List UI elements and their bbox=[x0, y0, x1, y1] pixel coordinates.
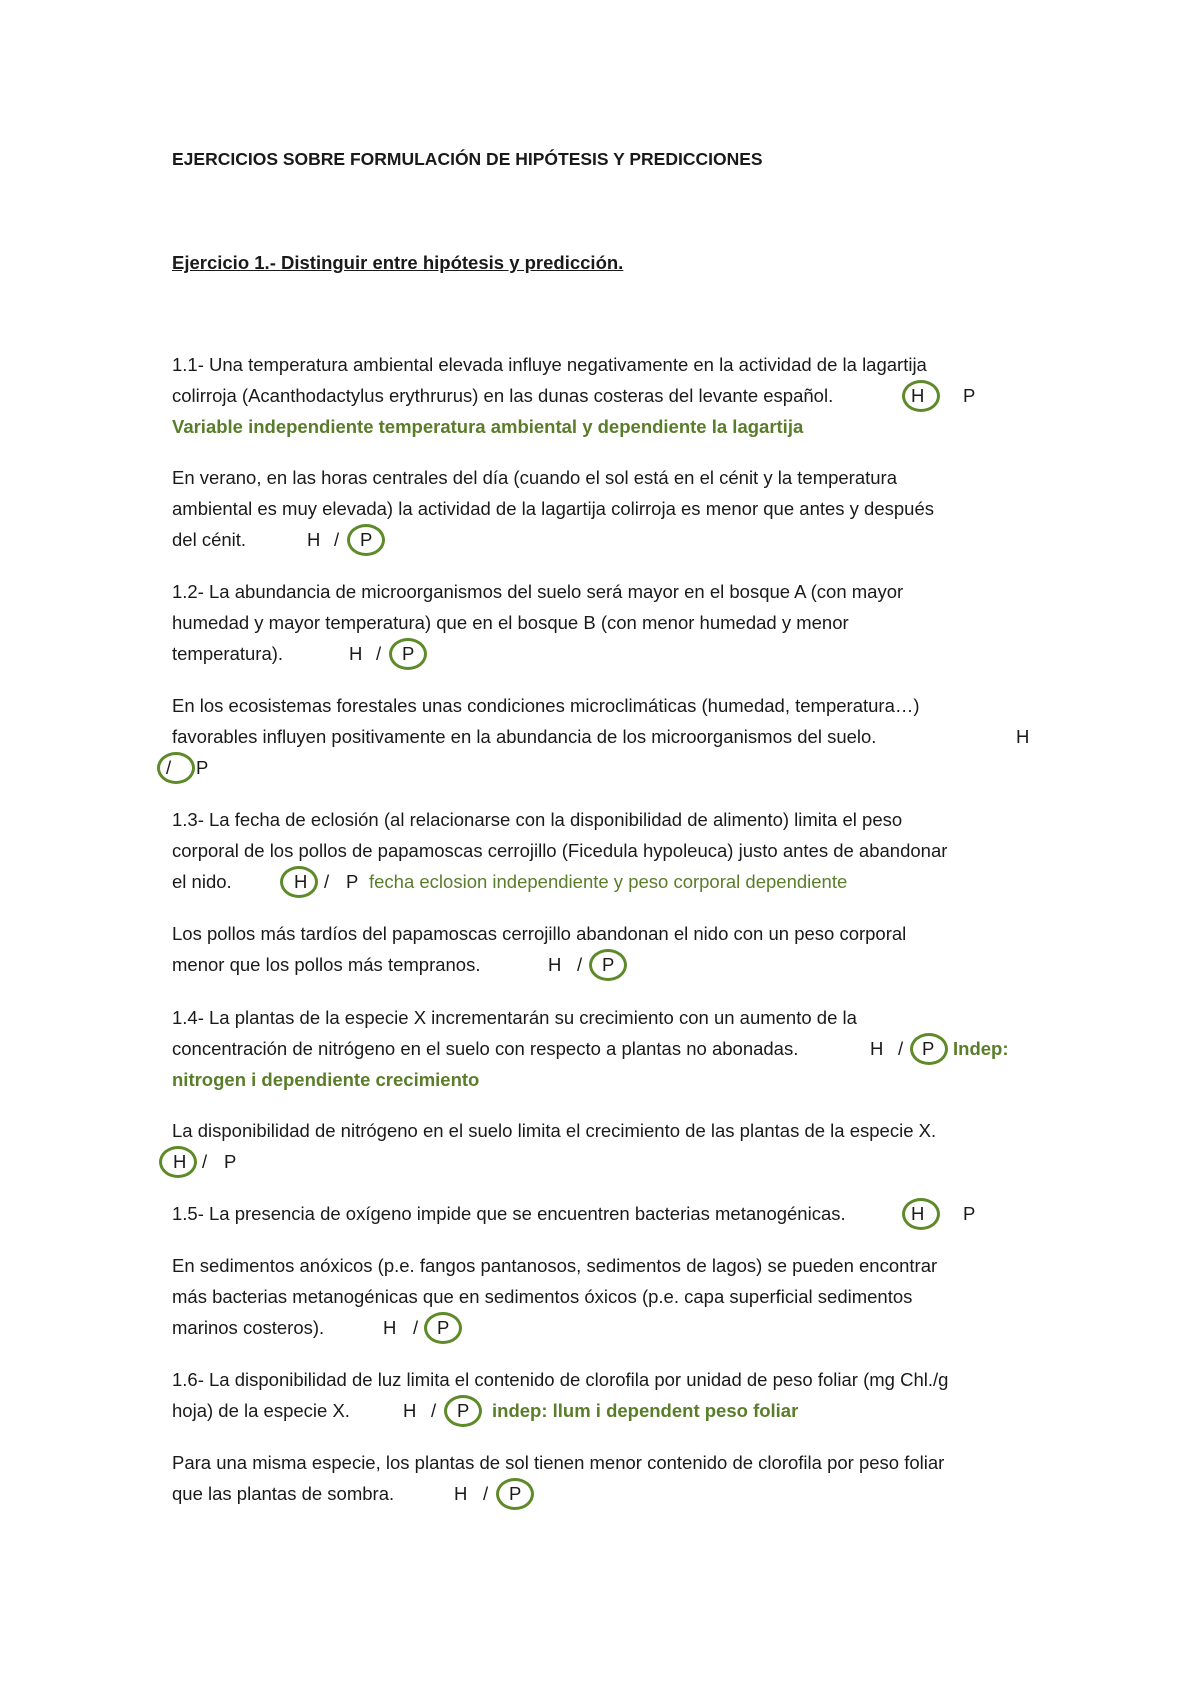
item-1-2-h: H bbox=[349, 643, 363, 664]
item-1-5b-h: H bbox=[383, 1317, 397, 1338]
item-1-4-line-1: 1.4- La plantas de la especie X incrementarán su crecimiento con un aumento de la bbox=[172, 1007, 857, 1028]
item-1-4-line-2: concentración de nitrógeno en el suelo con respecto a plantas no abonadas. bbox=[172, 1038, 799, 1059]
item-1-1-h: H bbox=[911, 385, 925, 406]
item-1-1b-line-1: En verano, en las horas centrales del día (cuando el sol está en el cénit y la temperatura bbox=[172, 467, 898, 488]
item-1-6-line-2: hoja) de la especie X. bbox=[172, 1400, 350, 1421]
item-1-2b-h: H bbox=[1016, 726, 1030, 747]
item-1-6b-line-2: que las plantas de sombra. bbox=[172, 1483, 395, 1504]
item-1-1b-p: P bbox=[360, 529, 373, 550]
item-1-5b-slash: / bbox=[413, 1317, 419, 1338]
item-1-4-slash: / bbox=[898, 1038, 904, 1059]
item-1-2-line-2: humedad y mayor temperatura) que en el bosque B (con menor humedad y menor bbox=[172, 612, 849, 633]
item-1-1-note: Variable independiente temperatura ambiental y dependiente la lagartija bbox=[172, 416, 804, 437]
item-1-1b-line-3: del cénit. bbox=[172, 529, 247, 550]
answer-circle bbox=[280, 866, 318, 898]
item-1-6b-slash: / bbox=[483, 1483, 489, 1504]
answer-circle bbox=[424, 1312, 462, 1344]
item-1-4b-h: H bbox=[173, 1151, 187, 1172]
item-1-2-p: P bbox=[402, 643, 415, 664]
item-1-3b-line-1: Los pollos más tardíos del papamoscas cerrojillo abandonan el nido con un peso corporal bbox=[172, 923, 907, 944]
item-1-5b-p: P bbox=[437, 1317, 450, 1338]
answer-circle bbox=[444, 1395, 482, 1427]
item-1-3b-p: P bbox=[602, 954, 615, 975]
item-1-6-h: H bbox=[403, 1400, 417, 1421]
item-1-2-line-1: 1.2- La abundancia de microorganismos del suelo será mayor en el bosque A (con mayor bbox=[172, 581, 904, 602]
answer-circle bbox=[389, 638, 427, 670]
item-1-5b-line-2: más bacterias metanogénicas que en sedimentos óxicos (p.e. capa superficial sedimentos bbox=[172, 1286, 913, 1307]
item-1-6b-h: H bbox=[454, 1483, 468, 1504]
answer-circle bbox=[157, 752, 195, 784]
item-1-4-note-a: Indep: bbox=[953, 1038, 1009, 1059]
item-1-2b-line-1: En los ecosistemas forestales unas condiciones microclimáticas (humedad, temperatura…) bbox=[172, 695, 920, 716]
item-1-1b-h: H bbox=[307, 529, 321, 550]
item-1-2b-slash: / bbox=[166, 757, 172, 778]
item-1-1-line-2: colirroja (Acanthodactylus erythrurus) en las dunas costeras del levante español. bbox=[172, 385, 834, 406]
item-1-4-h: H bbox=[870, 1038, 884, 1059]
item-1-6-p: P bbox=[457, 1400, 470, 1421]
item-1-1-p: P bbox=[963, 385, 976, 406]
answer-circle bbox=[347, 524, 385, 556]
item-1-3b-slash: / bbox=[577, 954, 583, 975]
item-1-3b-h: H bbox=[548, 954, 562, 975]
item-1-5-h: H bbox=[911, 1203, 925, 1224]
item-1-3-p: P bbox=[346, 871, 359, 892]
item-1-6-line-1: 1.6- La disponibilidad de luz limita el contenido de clorofila por unidad de peso foliar (mg Chl./g bbox=[172, 1369, 949, 1390]
item-1-3b-line-2: menor que los pollos más tempranos. bbox=[172, 954, 481, 975]
item-1-4-note-b: nitrogen i dependiente crecimiento bbox=[172, 1069, 480, 1090]
item-1-4b-slash: / bbox=[202, 1151, 208, 1172]
item-1-2b-line-2: favorables influyen positivamente en la abundancia de los microorganismos del suelo. bbox=[172, 726, 877, 747]
item-1-5-line-1: 1.5- La presencia de oxígeno impide que se encuentren bacterias metanogénicas. bbox=[172, 1203, 846, 1224]
item-1-5-p: P bbox=[963, 1203, 976, 1224]
item-1-1b-slash: / bbox=[334, 529, 340, 550]
answer-circle bbox=[902, 1198, 940, 1230]
item-1-6b-p: P bbox=[509, 1483, 522, 1504]
answer-circle bbox=[589, 949, 627, 981]
item-1-3-line-2: corporal de los pollos de papamoscas cerrojillo (Ficedula hypoleuca) justo antes de abandonar bbox=[172, 840, 948, 861]
item-1-5b-line-1: En sedimentos anóxicos (p.e. fangos pantanosos, sedimentos de lagos) se pueden encontrar bbox=[172, 1255, 938, 1276]
item-1-3-note: fecha eclosion independiente y peso corporal dependiente bbox=[369, 871, 848, 892]
item-1-3-line-3: el nido. bbox=[172, 871, 232, 892]
item-1-6-slash: / bbox=[431, 1400, 437, 1421]
item-1-3-line-1: 1.3- La fecha de eclosión (al relacionarse con la disponibilidad de alimento) limita el peso bbox=[172, 809, 903, 830]
item-1-4-p: P bbox=[922, 1038, 935, 1059]
item-1-2-slash: / bbox=[376, 643, 382, 664]
item-1-4b-line-1: La disponibilidad de nitrógeno en el suelo limita el crecimiento de las plantas de la especie X. bbox=[172, 1120, 937, 1141]
document-title: EJERCICIOS SOBRE FORMULACIÓN DE HIPÓTESIS Y PREDICCIONES bbox=[172, 149, 763, 169]
answer-circle bbox=[910, 1033, 948, 1065]
answer-circle bbox=[496, 1478, 534, 1510]
item-1-3-slash: / bbox=[324, 871, 330, 892]
answer-circle bbox=[159, 1146, 197, 1178]
exercise-title: Ejercicio 1.- Distinguir entre hipótesis y predicción. bbox=[172, 252, 624, 273]
item-1-6-note: indep: llum i dependent peso foliar bbox=[492, 1400, 799, 1421]
item-1-2b-p: P bbox=[196, 757, 209, 778]
item-1-1-line-1: 1.1- Una temperatura ambiental elevada influye negativamente en la actividad de la lagartija bbox=[172, 354, 927, 375]
item-1-1b-line-2: ambiental es muy elevada) la actividad de la lagartija colirroja es menor que antes y después bbox=[172, 498, 935, 519]
item-1-2-line-3: temperatura). bbox=[172, 643, 284, 664]
answer-circle bbox=[902, 380, 940, 412]
item-1-6b-line-1: Para una misma especie, los plantas de sol tienen menor contenido de clorofila por peso foliar bbox=[172, 1452, 945, 1473]
item-1-4b-p: P bbox=[224, 1151, 237, 1172]
item-1-5b-line-3: marinos costeros). bbox=[172, 1317, 325, 1338]
item-1-3-h: H bbox=[294, 871, 308, 892]
